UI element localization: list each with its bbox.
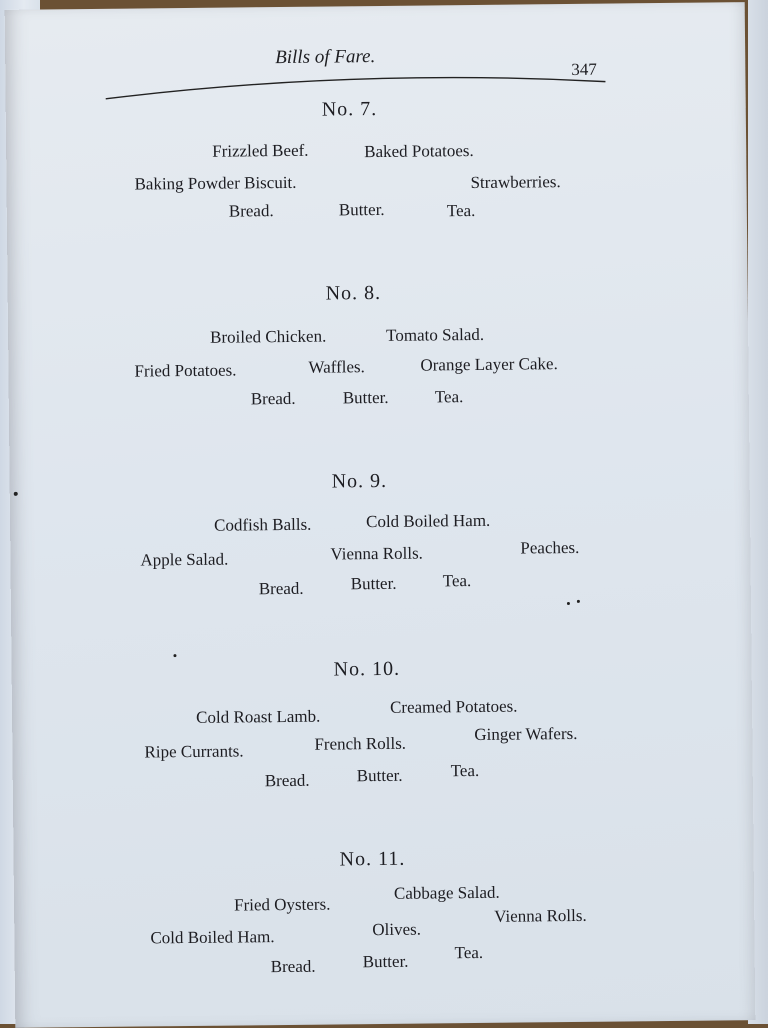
- menu-title-9: No. 9.: [331, 469, 388, 493]
- dish: Bread.: [264, 770, 310, 791]
- paper-speck: [14, 492, 18, 496]
- dish: Cabbage Salad.: [393, 882, 500, 903]
- dish: Tea.: [446, 200, 476, 221]
- dish: Bread.: [250, 388, 296, 409]
- dish: Broiled Chicken.: [210, 326, 327, 347]
- dish: Peaches.: [520, 537, 580, 558]
- dish: Strawberries.: [470, 172, 561, 193]
- dish: Bread.: [258, 578, 304, 599]
- dish: Butter.: [362, 951, 409, 972]
- dish: Frizzled Beef.: [212, 140, 309, 161]
- dish: Cold Roast Lamb.: [196, 706, 321, 727]
- dish: Baking Powder Biscuit.: [134, 172, 297, 194]
- dish: Bread.: [228, 201, 274, 221]
- dish: Tea.: [454, 942, 484, 963]
- dish: Butter.: [356, 765, 403, 786]
- dish: Cold Boiled Ham.: [150, 927, 275, 948]
- page-number: 347: [571, 59, 597, 79]
- paper-speck: [577, 600, 580, 603]
- dish: Fried Potatoes.: [134, 360, 237, 381]
- book-page: [5, 2, 756, 1028]
- dish: Tomato Salad.: [386, 324, 485, 345]
- paper-speck: [567, 602, 570, 605]
- dish: Creamed Potatoes.: [389, 696, 518, 717]
- dish: Ginger Wafers.: [474, 723, 578, 745]
- dish: Olives.: [372, 919, 422, 940]
- dish: Ripe Currants.: [144, 741, 244, 762]
- dish: Butter.: [338, 199, 385, 220]
- dish: Apple Salad.: [140, 549, 229, 570]
- menu-title-7: No. 7.: [321, 98, 378, 121]
- dish: Tea.: [442, 571, 472, 591]
- dish: Butter.: [350, 573, 397, 594]
- dish: Codfish Balls.: [213, 514, 312, 535]
- menu-title-8: No. 8.: [325, 281, 382, 305]
- dish: Vienna Rolls.: [330, 543, 423, 564]
- dish: Tea.: [450, 760, 480, 781]
- dish: Vienna Rolls.: [494, 905, 587, 926]
- running-head: Bills of Fare.: [275, 46, 376, 69]
- dish: Butter.: [342, 387, 389, 408]
- menu-title-11: No. 11.: [339, 847, 406, 871]
- dish: Tea.: [434, 387, 464, 407]
- dish: Orange Layer Cake.: [420, 354, 558, 375]
- dish: Cold Boiled Ham.: [365, 510, 491, 532]
- dish: Baked Potatoes.: [364, 140, 474, 162]
- menu-title-10: No. 10.: [333, 657, 401, 681]
- dish: Bread.: [270, 956, 316, 977]
- dish: Fried Oysters.: [233, 894, 331, 915]
- dish: French Rolls.: [314, 733, 407, 754]
- dish: Waffles.: [308, 357, 365, 377]
- paper-speck: [173, 654, 176, 657]
